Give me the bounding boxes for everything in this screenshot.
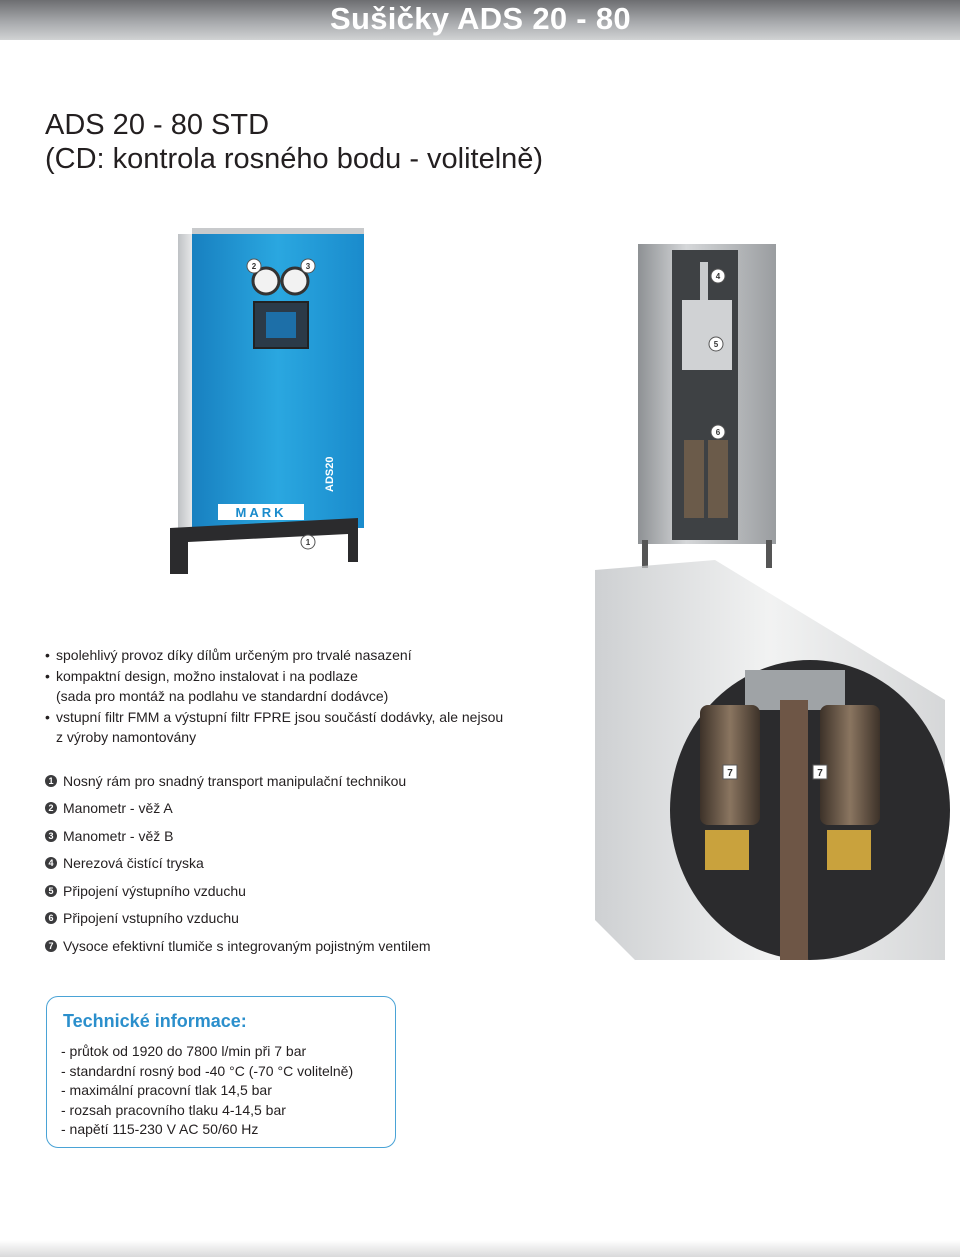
legend-text: Připojení vstupního vzduchu [63, 910, 239, 927]
spec-line: - standardní rosný bod -40 °C (-70 °C volitelně) [61, 1062, 354, 1079]
callout-7-left: 7 [727, 768, 733, 779]
silencer-detail-image [595, 560, 955, 970]
feature-item: • spolehlivý provoz díky dílům určeným pro trvalé nasazení [45, 645, 503, 666]
title-bar [0, 0, 960, 40]
technical-specs [61, 1042, 353, 1140]
dryer-open-image [632, 240, 780, 570]
callout-7-right: 7 [817, 768, 823, 779]
legend-number: 4 [45, 857, 57, 869]
technical-info-box [46, 996, 396, 1148]
feature-text: vstupní filtr FMM a výstupní filtr FPRE jsou součástí dodávky, ale nejsou [56, 708, 504, 725]
feature-text: kompaktní design, možno instalovat i na podlaze [56, 667, 358, 684]
page-title: Sušičky ADS 20 - 80 [330, 1, 631, 36]
legend-text: Nerezová čistící tryska [63, 855, 204, 872]
legend-row [45, 795, 431, 823]
legend-number: 7 [45, 940, 57, 952]
spec-line: - průtok od 1920 do 7800 l/min při 7 bar [61, 1043, 307, 1059]
silencer-right [820, 705, 880, 825]
spec-line: - rozsah pracovního tlaku 4-14,5 bar [61, 1101, 286, 1118]
legend-number: 6 [45, 912, 57, 924]
feature-text: (sada pro montáž na podlahu ve standardní dodávce) [56, 688, 389, 704]
legend-number: 1 [45, 775, 57, 787]
legend-number: 2 [45, 802, 57, 814]
legend-row [45, 877, 431, 905]
model-label: ADS20 [324, 456, 336, 492]
callout-6: 6 [715, 428, 721, 437]
dryer-front-image [168, 222, 368, 584]
mark-logo-text: MARK [235, 505, 287, 520]
model-heading [45, 108, 543, 176]
legend-row [45, 767, 431, 795]
legend-text: Manometr - věž B [63, 827, 174, 844]
feature-text: spolehlivý provoz díky dílům určeným pro trvalé nasazení [56, 647, 412, 663]
technical-info-title: Technické informace: [63, 1011, 247, 1031]
feature-item: • vstupní filtr FMM a výstupní filtr FPRE jsou součástí dodávky, ale nejsou z výroby namontovány [45, 707, 503, 748]
feature-item: • kompaktní design, možno instalovat i na podlaze (sada pro montáž na podlahu ve standardní dodávce) [45, 666, 503, 707]
model-heading-line-2: (CD: kontrola rosného bodu - volitelně) [45, 143, 544, 175]
callout-1: 1 [305, 538, 311, 547]
legend-number: 3 [45, 830, 57, 842]
callout-5: 5 [713, 340, 719, 349]
spec-line: - napětí 115-230 V AC 50/60 Hz [61, 1121, 259, 1137]
feature-text: z výroby namontovány [56, 729, 197, 745]
legend-text: Nosný rám pro snadný transport manipulační technikou [63, 772, 407, 789]
callout-4: 4 [715, 272, 721, 281]
legend-row [45, 850, 431, 878]
callout-3: 3 [305, 262, 311, 271]
legend-row [45, 905, 431, 933]
model-heading-line-1: ADS 20 - 80 STD [45, 109, 270, 141]
legend-text: Manometr - věž A [63, 800, 173, 817]
bottom-bar [0, 1240, 960, 1257]
callout-2: 2 [251, 262, 257, 271]
legend-row [45, 822, 431, 850]
spec-line: - maximální pracovní tlak 14,5 bar [61, 1082, 272, 1098]
legend-number: 5 [45, 885, 57, 897]
legend-text: Připojení výstupního vzduchu [63, 882, 246, 899]
component-legend [45, 767, 431, 960]
feature-list [45, 645, 503, 748]
legend-row [45, 932, 431, 960]
legend-text: Vysoce efektivní tlumiče s integrovaným pojistným ventilem [63, 937, 431, 954]
